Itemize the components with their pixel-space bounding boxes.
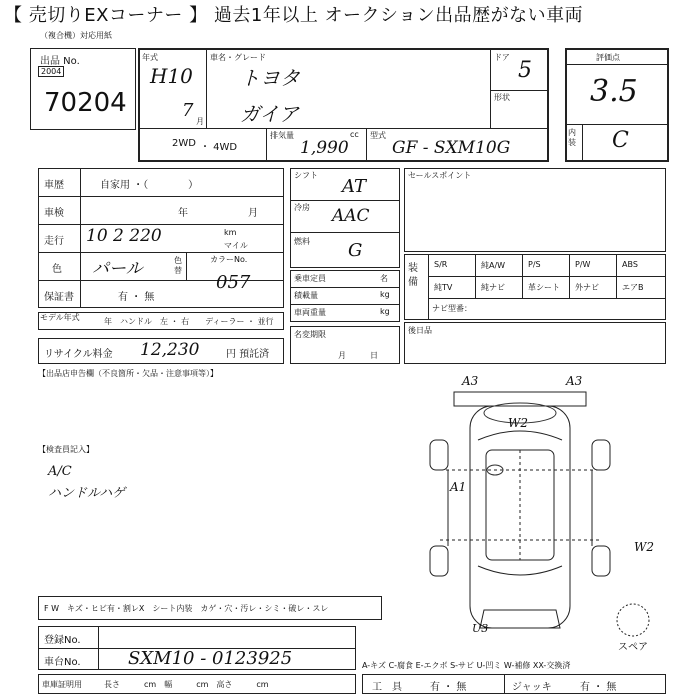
inspection-year: 年 — [178, 208, 188, 219]
weight-label: 車両重量 — [294, 308, 326, 317]
capacity-label: 乗車定員 — [294, 274, 326, 283]
tools-value: 有 ・ 無 — [430, 682, 467, 693]
disp-value: 1,990 — [300, 138, 349, 158]
model-year-label: モデル年式 — [40, 313, 80, 322]
banner-title: 【 売切りEXコーナー 】 過去1年以上 オークション出品歴がない車両 — [4, 5, 584, 26]
equip-item: 純TV — [434, 283, 453, 292]
interior-label: 内装 — [568, 128, 576, 147]
color-label: 色 — [52, 264, 62, 275]
equip-item: 純ナビ — [481, 283, 505, 292]
name-change-fields: 月 日 — [338, 351, 378, 360]
door-value: 5 — [518, 58, 532, 83]
aircon-label: 冷房 — [294, 203, 310, 212]
history-value: 自家用 ・（ ） — [100, 180, 199, 191]
cert-fields: 長さ cm 幅 cm 高さ cm — [104, 680, 269, 689]
wheel-front-right — [592, 440, 610, 470]
color-value: パール — [92, 259, 143, 279]
diagram-mark-5: W2 — [634, 540, 654, 554]
recycle-label: リサイクル料金 — [44, 349, 113, 360]
car-roof — [486, 450, 554, 560]
equip-label: 装備 — [408, 263, 418, 288]
interior-value: C — [612, 128, 629, 153]
inspection-label: 車検 — [44, 208, 64, 219]
spare-tire — [617, 604, 649, 636]
shift-label: シフト — [294, 171, 318, 180]
page-banner — [0, 0, 700, 32]
aircon-value: AAC — [332, 206, 370, 226]
equip-item: 純A/W — [481, 261, 506, 270]
damage-legend: A-キズ C-腐食 E-エクボ S-サビ U-凹ミ W-補修 XX-交換済 — [362, 661, 571, 670]
type-value: GF - SXM10G — [392, 138, 511, 158]
warranty-value: 有 ・ 無 — [118, 292, 155, 303]
lot-year: 2004 — [38, 66, 64, 77]
sheet-note: （複合機）対応用紙 — [40, 31, 112, 40]
navi-label: ナビ型番： — [432, 304, 472, 313]
shape-label: 形状 — [494, 93, 510, 102]
after-box — [404, 322, 666, 364]
equip-item: ABS — [622, 260, 638, 269]
month-suffix: 月 — [196, 117, 204, 126]
model-year-fields: 年 ハンドル 左 ・ 右 ディーラー ・ 並行 — [104, 317, 274, 326]
equip-item: P/W — [575, 260, 591, 269]
wheel-rear-left — [430, 546, 448, 576]
equip-item: 外ナビ — [575, 283, 599, 292]
type-label: 型式 — [370, 131, 386, 140]
maker-value: トヨタ — [240, 66, 300, 90]
score-label: 評価点 — [596, 53, 620, 62]
mileage-unit: km — [224, 228, 237, 237]
mileage-mile: マイル — [224, 241, 248, 250]
lot-label: 出品 No. — [40, 56, 80, 67]
history-label: 車歴 — [44, 180, 64, 191]
year-value: H10 — [150, 64, 193, 88]
jack-value: 有 ・ 無 — [580, 682, 617, 693]
fuel-label: 燃料 — [294, 237, 310, 246]
drive-2wd: 2WD — [172, 138, 196, 149]
diagram-mark-3: W2 — [508, 416, 528, 430]
diagram-mark-6: U3 — [472, 622, 489, 635]
wheel-front-left — [430, 440, 448, 470]
rear-bumper — [480, 610, 560, 628]
capacity-unit: 名 — [380, 274, 388, 283]
load-unit: kg — [380, 290, 390, 299]
drive-4wd: ・ 4WD — [200, 142, 238, 153]
equip-item: S/R — [434, 260, 448, 269]
disp-unit: cc — [350, 130, 359, 139]
jack-label: ジャッキ — [512, 682, 552, 693]
warranty-label: 保証書 — [44, 292, 74, 303]
shift-value: AT — [342, 176, 367, 197]
equip-item: P/S — [528, 260, 541, 269]
car-windshield — [478, 431, 562, 440]
fuel-value: G — [348, 240, 363, 261]
car-rear-window — [478, 566, 562, 575]
seller-note-label: 【出品店申告欄（不良箇所・欠品・注意事項等）】 — [38, 369, 218, 378]
diagram-mark-1: A3 — [462, 374, 479, 388]
mileage-label: 走行 — [44, 236, 64, 247]
name-change-label: 名変期限 — [294, 330, 326, 339]
after-label: 後日品 — [408, 326, 432, 335]
car-body-outline — [470, 406, 570, 628]
weight-unit: kg — [380, 307, 390, 316]
door-label: ドア — [494, 53, 510, 62]
name-label: 車名・グレード — [210, 53, 266, 62]
mileage-value: 10 2 220 — [86, 226, 162, 246]
equip-item: 革シート — [528, 283, 560, 292]
inspector-label: 【検査員記入】 — [38, 445, 94, 454]
color-no-value: 057 — [216, 272, 251, 293]
equip-item: エアB — [622, 283, 644, 292]
chassis-value: SXM10 - 0123925 — [128, 648, 293, 669]
disp-label: 排気量 — [270, 131, 294, 140]
wheel-rear-right — [592, 546, 610, 576]
reg-label: 登録No. — [44, 635, 81, 646]
recycle-value: 12,230 — [140, 340, 200, 360]
color-no-label: カラーNo. — [210, 255, 248, 264]
color-change: 色替 — [174, 256, 182, 275]
load-label: 積載量 — [294, 291, 318, 300]
diagram-mark-2: A3 — [566, 374, 583, 388]
sales-point-label: セールスポイント — [408, 171, 472, 180]
year-label: 年式 — [142, 53, 158, 62]
month-value: 7 — [182, 100, 194, 121]
recycle-unit: 円 預託済 — [226, 349, 270, 360]
cert-label: 車庫証明用 — [42, 680, 82, 689]
diagram-mark-4: A1 — [450, 480, 467, 494]
inspector-note-1: A/C — [48, 464, 72, 479]
inspector-note-2: ハンドルハゲ — [48, 486, 126, 501]
model-value: ガイア — [240, 102, 299, 126]
tools-label: 工 具 — [372, 682, 402, 693]
score-value: 3.5 — [590, 74, 638, 109]
damage-row-text: F W キズ・ヒビ有・割レX シート内装 カゲ・穴・汚レ・シミ・破レ・スレ — [44, 604, 329, 613]
lot-number: 70204 — [44, 88, 127, 118]
spare-label: スペア — [618, 642, 648, 653]
inspection-month: 月 — [248, 208, 258, 219]
chassis-label: 車台No. — [44, 657, 81, 668]
front-bumper — [454, 392, 586, 406]
